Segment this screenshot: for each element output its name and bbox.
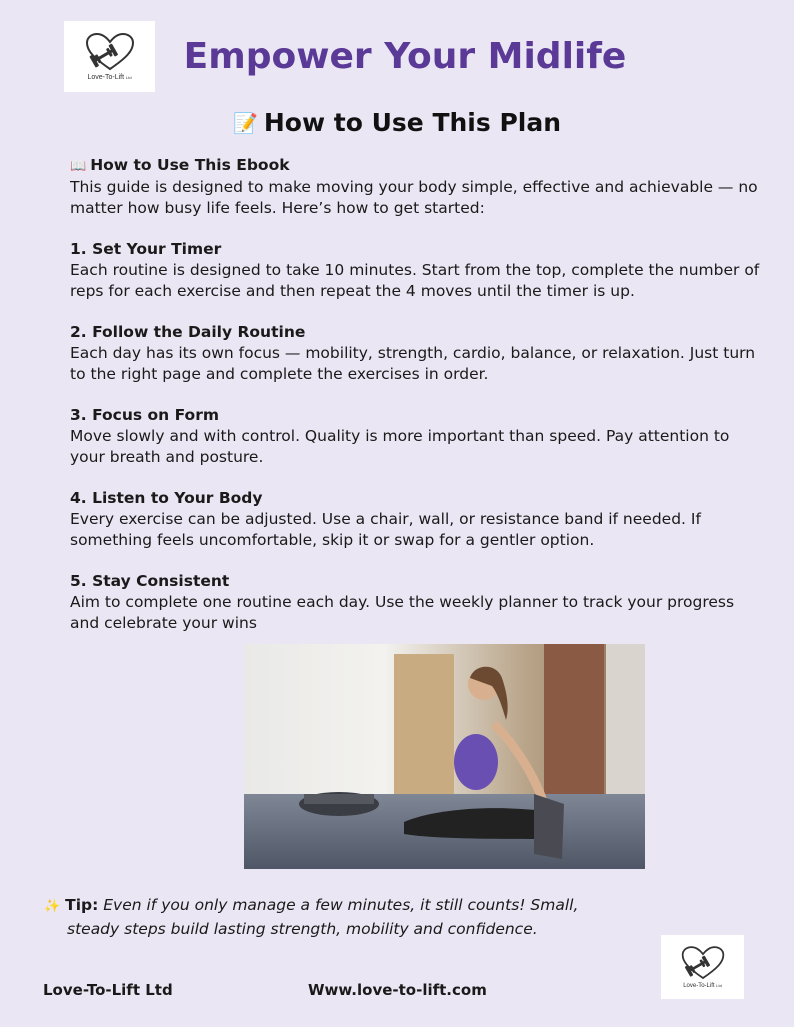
footer-url[interactable]: Www.love-to-lift.com — [308, 981, 487, 999]
logo-suffix: Ltd — [716, 983, 722, 988]
footer-company: Love-To-Lift Ltd — [43, 981, 173, 999]
section-title: 4. Listen to Your Body — [70, 489, 263, 507]
instructions — [70, 155, 760, 634]
plan-heading-text: How to Use This Plan — [263, 108, 562, 137]
tip-label: Tip: — [65, 896, 99, 914]
section-title: 1. Set Your Timer — [70, 240, 222, 258]
book-icon: 📖 — [70, 159, 87, 174]
section-title: 5. Stay Consistent — [70, 572, 230, 590]
section-text: Move slowly and with control. Quality is more important than speed. Pay attention to your breath and posture. — [70, 427, 730, 466]
logo-text: Love-To-Lift — [87, 74, 125, 81]
heart-dumbbell-icon — [680, 945, 726, 981]
tip-text-line1: Even if you only manage a few minutes, it still counts! Small, — [103, 896, 579, 914]
tip-text-line2: steady steps build lasting strength, mobility and confidence. — [67, 920, 538, 938]
heart-dumbbell-icon — [84, 32, 136, 72]
section-text: Each routine is designed to take 10 minutes. Start from the top, complete the number of reps for each exercise and then repeat the 4 moves until the timer is up. — [70, 261, 760, 300]
intro-text: This guide is designed to make moving your body simple, effective and achievable — no matter how busy life feels. Here’s how to get started: — [70, 178, 758, 217]
section-title: 2. Follow the Daily Routine — [70, 323, 306, 341]
section-form — [70, 405, 760, 468]
memo-icon: 📝 — [232, 111, 258, 135]
logo-suffix: Ltd — [125, 75, 132, 80]
section-listen — [70, 488, 760, 551]
section-timer — [70, 239, 760, 302]
stretching-photo — [244, 644, 645, 869]
section-text: Aim to complete one routine each day. Use the weekly planner to track your progress and celebrate your wins — [70, 593, 735, 632]
section-text: Every exercise can be adjusted. Use a chair, wall, or resistance band if needed. If something feels uncomfortable, skip it or swap for a gentler option. — [70, 510, 701, 549]
section-text: Each day has its own focus — mobility, strength, cardio, balance, or relaxation. Just turn to the right page and complete the exercises in order. — [70, 344, 756, 383]
intro-heading-text: How to Use This Ebook — [90, 156, 290, 174]
brand-title: Empower Your Midlife — [183, 36, 627, 77]
section-daily-routine — [70, 322, 760, 385]
brand-logo-bottom — [661, 935, 744, 999]
section-title: 3. Focus on Form — [70, 406, 220, 424]
brand-logo-top — [64, 21, 155, 92]
logo-text: Love-To-Lift — [683, 983, 715, 989]
tip — [44, 894, 604, 940]
plan-heading — [0, 108, 794, 137]
section-consistent — [70, 571, 760, 634]
intro-heading — [70, 155, 760, 177]
sparkle-icon: ✨ — [44, 899, 61, 914]
